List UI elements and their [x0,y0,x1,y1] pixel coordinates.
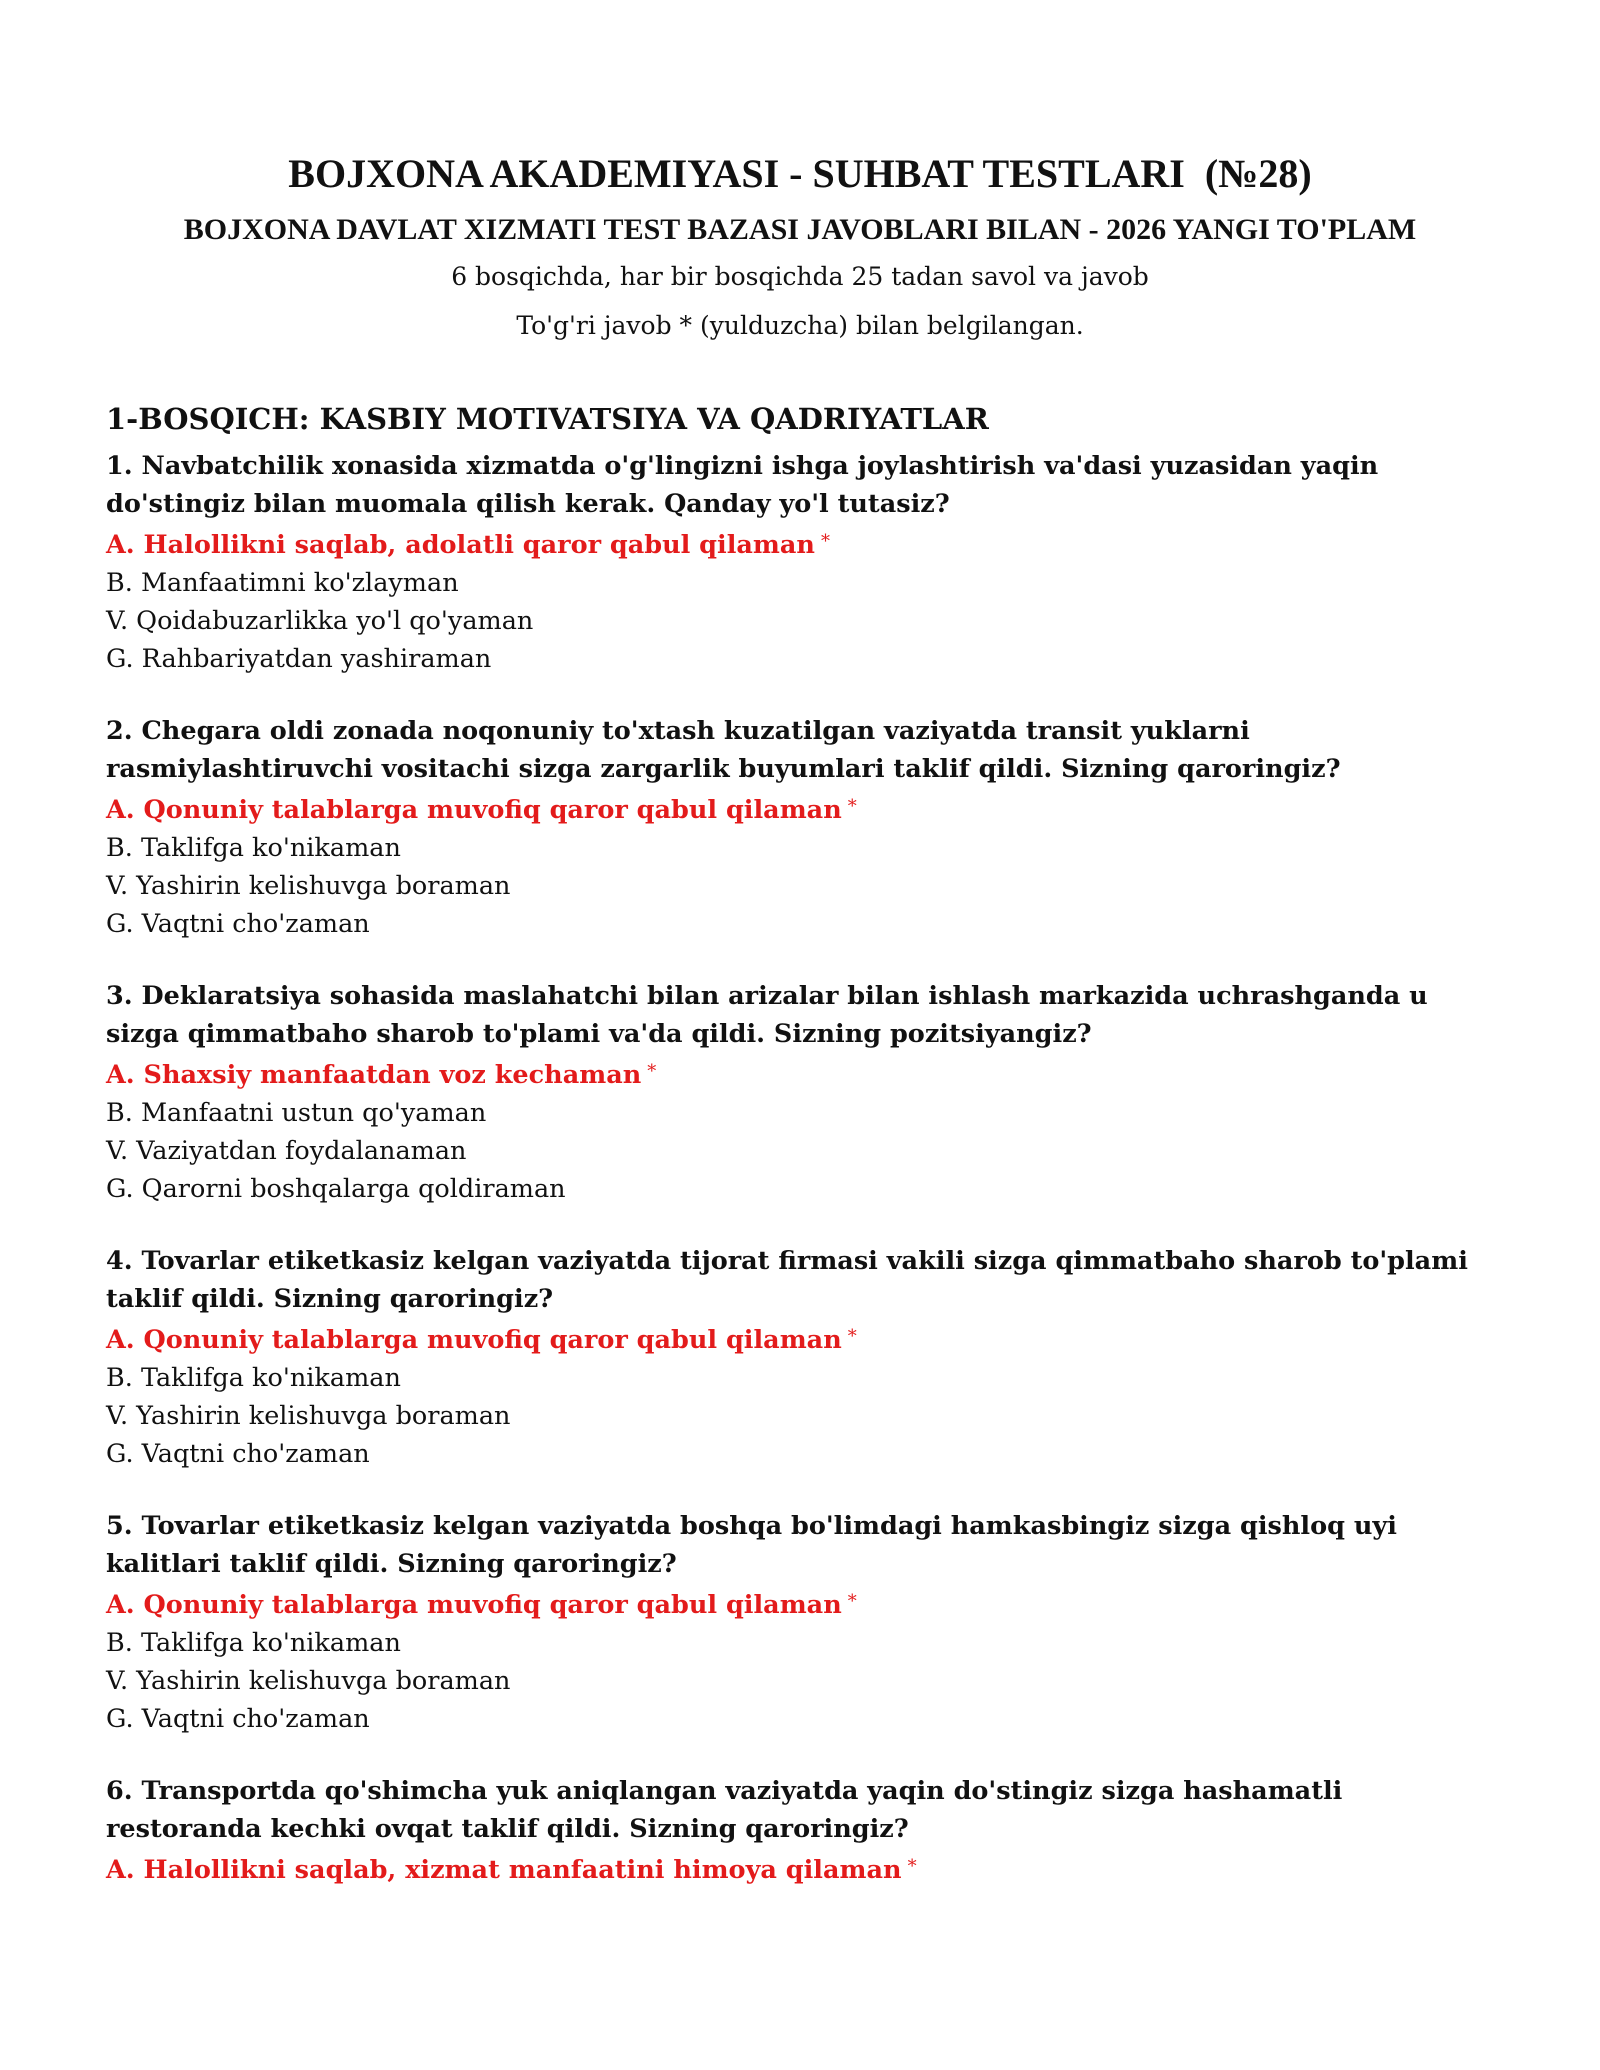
question-item [106,447,1494,678]
intro-answer-key-line: To'g'ri javob * (yulduzcha) bilan belgilangan. [516,311,1084,340]
question-body: Chegara oldi zonada noqonuniy to'xtash kuzatilgan vaziyatda transit yuklarni rasmiylashtiruvchi vositachi sizga zargarlik buyumlari taklif qildi. Sizning qaroringiz? [106,716,1341,784]
correct-answer-option [106,1318,1494,1359]
question-body: Tovarlar etiketkasiz kelgan vaziyatda boshqa bo'limdagi hamkasbingiz sizga qishloq uyi kalitlari taklif qildi. Sizning qaroringiz? [106,1511,1397,1579]
correct-star-mark: * [820,531,830,552]
question-item [106,1772,1494,1889]
answer-option: G. Qarorni boshqalarga qoldiraman [106,1174,566,1204]
option-label: A. Qonuniy talablarga muvofiq qaror qabul qilaman [106,1325,842,1355]
option-label: A. Qonuniy talablarga muvofiq qaror qabul qilaman [106,1590,842,1620]
answer-option: V. Yashirin kelishuvga boraman [106,1666,511,1696]
correct-star-mark: * [907,1856,917,1877]
question-item [106,977,1494,1208]
correct-star-mark: * [847,796,857,817]
option-label: A. Shaxsiy manfaatdan voz kechaman [106,1060,642,1090]
question-number: 3. [106,981,133,1011]
option-label: A. Halollikni saqlab, xizmat manfaatini himoya qilaman [106,1855,902,1885]
answer-option: B. Taklifga ko'nikaman [106,1363,401,1393]
answer-option: G. Vaqtni cho'zaman [106,1439,370,1469]
question-text [106,1242,1494,1318]
question-body: Transportda qo'shimcha yuk aniqlangan vaziyatda yaqin do'stingiz sizga hashamatli restoranda kechki ovqat taklif qildi. Sizning qaroringiz? [106,1776,1343,1844]
document-subtitle: BOJXONA DAVLAT XIZMATI TEST BAZASI JAVOBLARI BILAN - 2026 YANGI TO'PLAM [183,213,1417,246]
correct-answer-option [106,1583,1494,1624]
question-text [106,1507,1494,1583]
intro-stages-line: 6 bosqichda, har bir bosqichda 25 tadan savol va javob [451,262,1149,291]
question-number: 6. [106,1776,133,1806]
answer-option: V. Yashirin kelishuvga boraman [106,871,511,901]
correct-answer-option [106,1848,1494,1889]
question-body: Tovarlar etiketkasiz kelgan vaziyatda tijorat firmasi vakili sizga qimmatbaho sharob to'plami taklif qildi. Sizning qaroringiz? [106,1246,1468,1314]
correct-answer-option [106,523,1494,564]
question-text [106,1772,1494,1848]
question-number: 2. [106,716,133,746]
question-body: Deklaratsiya sohasida maslahatchi bilan arizalar bilan ishlash markazida uchrashganda u sizga qimmatbaho sharob to'plami va'da qildi. Sizning pozitsiyangiz? [106,981,1428,1049]
question-number: 4. [106,1246,133,1276]
question-item [106,1242,1494,1473]
document-title: BOJXONA AKADEMIYASI - SUHBAT TESTLARI (№28) [288,151,1312,196]
correct-star-mark: * [647,1061,657,1082]
question-item [106,1507,1494,1738]
question-text [106,977,1494,1053]
answer-option: G. Rahbariyatdan yashiraman [106,644,492,674]
correct-answer-option [106,788,1494,829]
option-label: A. Halollikni saqlab, adolatli qaror qabul qilaman [106,530,815,560]
correct-star-mark: * [847,1591,857,1612]
question-item [106,712,1494,943]
answer-option: B. Taklifga ko'nikaman [106,1628,401,1658]
answer-option: B. Taklifga ko'nikaman [106,833,401,863]
answer-option: G. Vaqtni cho'zaman [106,1704,370,1734]
option-label: A. Qonuniy talablarga muvofiq qaror qabul qilaman [106,795,842,825]
correct-star-mark: * [847,1326,857,1347]
section-heading: 1-BOSQICH: KASBIY MOTIVATSIYA VA QADRIYATLAR [106,402,989,436]
question-body: Navbatchilik xonasida xizmatda o'g'lingizni ishga joylashtirish va'dasi yuzasidan yaqin do'stingiz bilan muomala qilish kerak. Qanday yo'l tutasiz? [106,451,1379,519]
answer-option: B. Manfaatimni ko'zlayman [106,568,459,598]
question-number: 1. [106,451,133,481]
question-text [106,447,1494,523]
answer-option: B. Manfaatni ustun qo'yaman [106,1098,487,1128]
answer-option: V. Yashirin kelishuvga boraman [106,1401,511,1431]
answer-option: G. Vaqtni cho'zaman [106,909,370,939]
question-number: 5. [106,1511,133,1541]
answer-option: V. Qoidabuzarlikka yo'l qo'yaman [106,606,534,636]
answer-option: V. Vaziyatdan foydalanaman [106,1136,467,1166]
correct-answer-option [106,1053,1494,1094]
question-text [106,712,1494,788]
